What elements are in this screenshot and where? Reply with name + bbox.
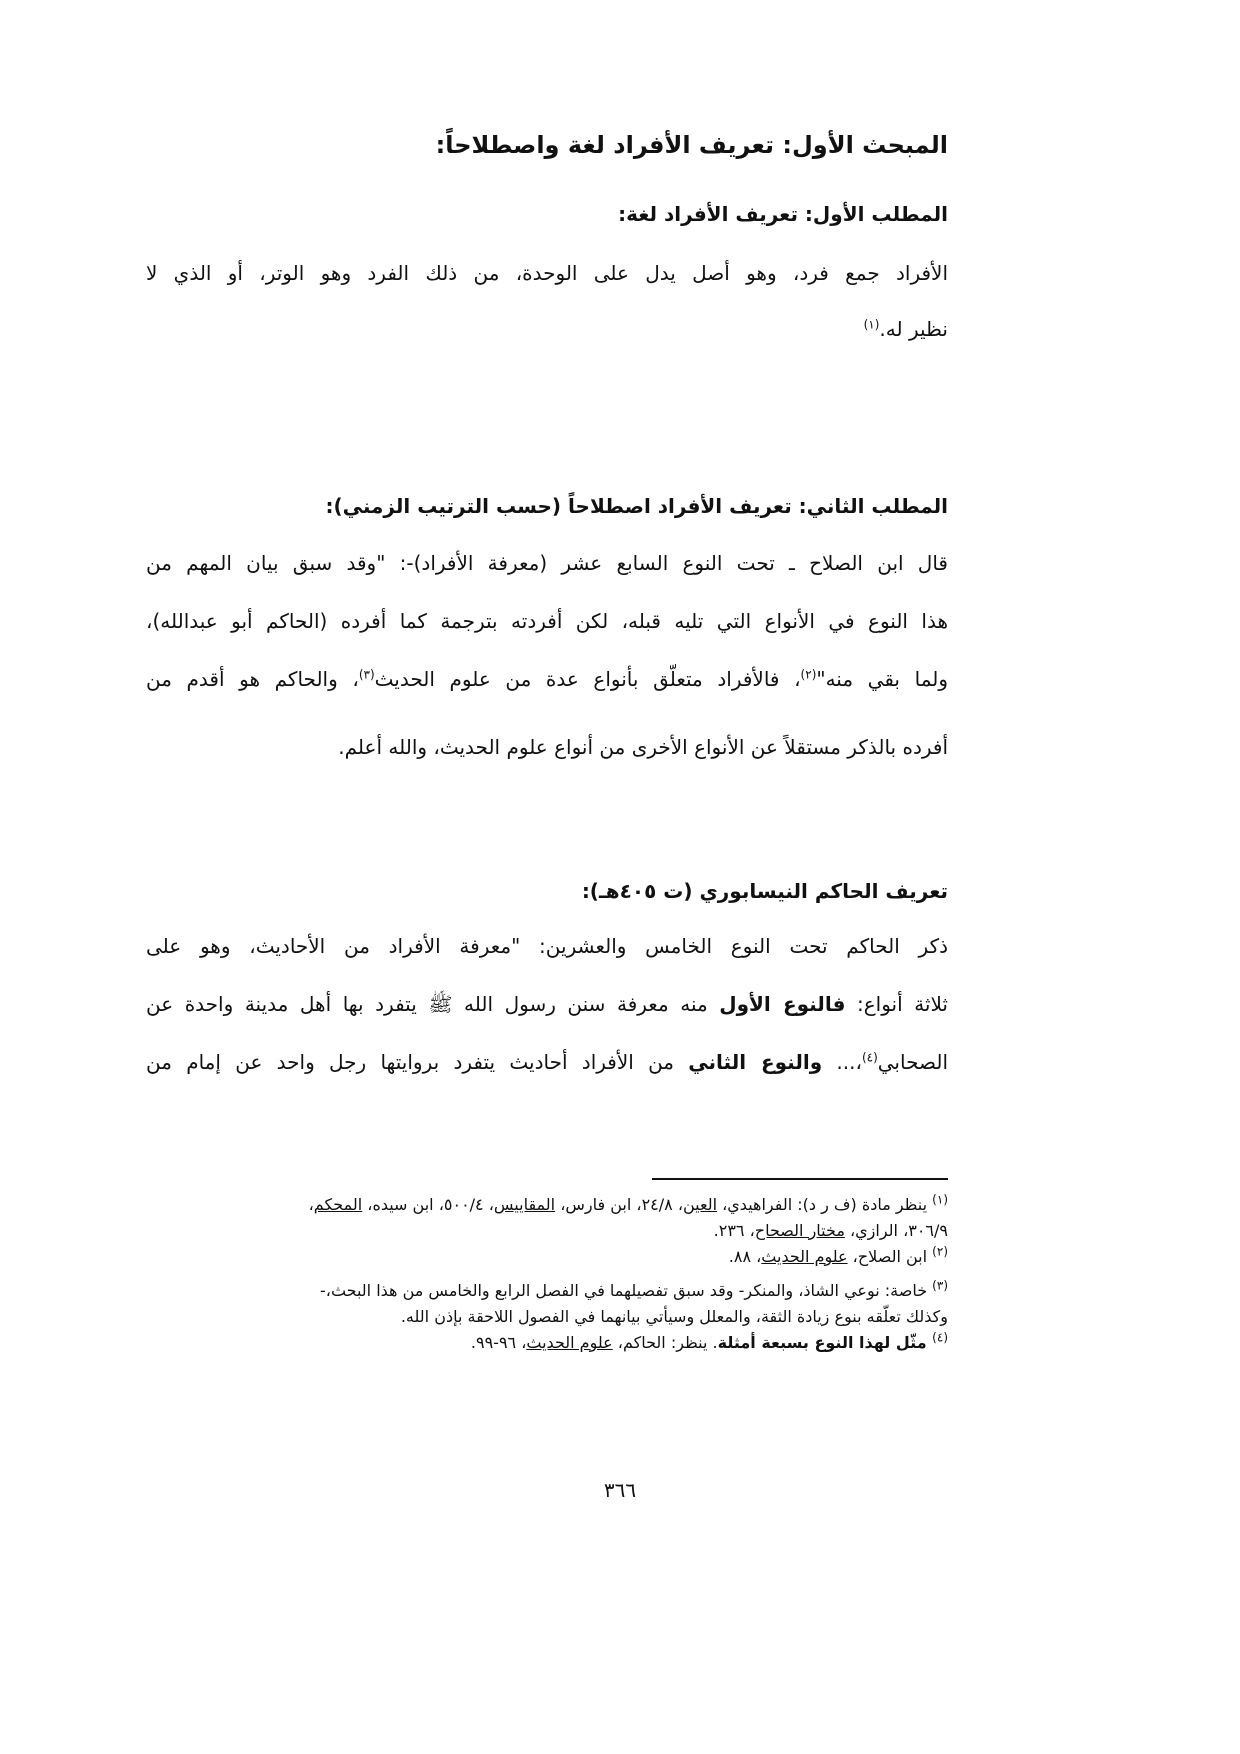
subsection-1-title-text: المطلب الأول: تعريف الأفراد لغة:	[618, 202, 948, 226]
text-run: ، ٢٣٦.	[713, 1221, 755, 1240]
text-run: ولما بقي منه"	[816, 667, 949, 691]
source-title: المحكم	[313, 1195, 363, 1214]
subsection-1-title	[146, 199, 948, 229]
subsection-2-title-text: المطلب الثاني: تعريف الأفراد اصطلاحاً (حسب الترتيب الزمني):	[325, 494, 948, 518]
text-run: . ينظر: الحاكم،	[612, 1333, 718, 1352]
text-run: الصحابي	[877, 1050, 948, 1074]
source-title: علوم الحديث	[526, 1333, 613, 1352]
paragraph-line	[146, 664, 948, 732]
text-run: ، ٨٨.	[728, 1247, 762, 1266]
page-number: ٣٦٦	[603, 1478, 637, 1502]
footnote-3	[146, 1278, 948, 1304]
footnote-1-cont	[146, 1218, 948, 1244]
paragraph-line: ذكر الحاكم تحت النوع الخامس والعشرين: "معرفة الأفراد من الأحاديث، وهو على	[146, 934, 948, 958]
footnote-number: (١)	[932, 1192, 948, 1207]
paragraph-line	[146, 314, 948, 344]
footnote-number: (٤)	[932, 1330, 948, 1345]
text-run: ٣٠٦/٩، الرازي،	[844, 1221, 948, 1240]
paragraph-line	[146, 989, 948, 1047]
footnote-ref-2[interactable]: (٢)	[800, 667, 817, 682]
footnote-ref-1[interactable]: (١)	[863, 317, 880, 332]
bold-run: مثّل لهذا النوع بسبعة أمثلة	[717, 1333, 933, 1352]
bold-run: والنوع الثاني	[688, 1050, 823, 1074]
paragraph-line: الأفراد جمع فرد، وهو أصل يدل على الوحدة، من ذلك الفرد وهو الوتر، أو الذي لا	[146, 261, 948, 285]
text-run: ، ٥٠٠/٤، ابن سيده،	[362, 1195, 494, 1214]
footnote-ref-3[interactable]: (٣)	[358, 667, 375, 682]
footnote-4	[146, 1330, 948, 1356]
text-run: خاصة: نوعي الشاذ، والمنكر- وقد سبق تفصيلهما في الفصل الرابع والخامس من هذا البحث،-	[320, 1281, 933, 1300]
text-run: ابن الصلاح،	[847, 1247, 933, 1266]
source-title: علوم الحديث	[761, 1247, 848, 1266]
section-heading-text: المبحث الأول: تعريف الأفراد لغة واصطلاحاً:	[435, 131, 948, 159]
text-run: ، ٢٤/٨، ابن فارس،	[555, 1195, 683, 1214]
source-title: المقاييس	[493, 1195, 556, 1214]
footnote-ref-4[interactable]: (٤)	[861, 1050, 878, 1065]
footnote-number: (٢)	[932, 1244, 948, 1259]
footnotes	[146, 1192, 948, 1356]
text-run: منه معرفة سنن رسول الله ﷺ يتفرد بها أهل مدينة واحدة عن	[146, 992, 720, 1016]
text-run: ،...	[822, 1050, 862, 1074]
subsection-3-title	[146, 876, 948, 906]
paragraph-line: قال ابن الصلاح ـ تحت النوع السابع عشر (معرفة الأفراد)-: "وقد سبق بيان المهم من	[146, 551, 948, 575]
subsection-1-paragraph	[146, 258, 948, 344]
text-run: ، فالأفراد متعلّق بأنواع عدة من علوم الحديث	[374, 667, 801, 691]
footnote-2	[146, 1244, 948, 1270]
subsection-3-paragraph	[146, 931, 948, 1077]
section-heading	[146, 130, 948, 160]
text-run: ،	[308, 1195, 314, 1214]
text-run: ، ٩٦-٩٩.	[470, 1333, 527, 1352]
footnote-1	[146, 1192, 948, 1218]
footnote-3-cont: وكذلك تعلّقه بنوع زيادة الثقة، والمعلل وسيأتي بيانهما في الفصول اللاحقة بإذن الله.	[400, 1307, 948, 1326]
text-run: ثلاثة أنواع:	[845, 992, 948, 1016]
bold-run: فالنوع الأول	[719, 992, 846, 1016]
paragraph-line	[146, 1047, 948, 1077]
source-title: مختار الصحاح	[754, 1221, 845, 1240]
subsection-2-paragraph	[146, 548, 948, 762]
subsection-3-title-text: تعريف الحاكم النيسابوري (ت ٤٠٥هـ):	[581, 879, 948, 903]
paragraph-line: أفرده بالذكر مستقلاً عن الأنواع الأخرى من أنواع علوم الحديث، والله أعلم.	[338, 735, 948, 759]
subsection-2-title	[146, 491, 948, 521]
text-run: ينظر مادة (ف ر د): الفراهيدي،	[717, 1195, 933, 1214]
text-run: من الأفراد أحاديث يتفرد بروايتها رجل واحد عن إمام من	[146, 1050, 689, 1074]
footnote-number: (٣)	[932, 1278, 948, 1293]
text-run: نظير له.	[879, 317, 948, 341]
paragraph-line: هذا النوع في الأنواع التي تليه قبله، لكن أفردته بترجمة كما أفرده (الحاكم أبو عبدالله)،	[146, 609, 948, 633]
text-run: ، والحاكم هو أقدم من	[146, 667, 359, 691]
source-title: العين	[682, 1195, 718, 1214]
footnote-separator	[652, 1178, 948, 1180]
